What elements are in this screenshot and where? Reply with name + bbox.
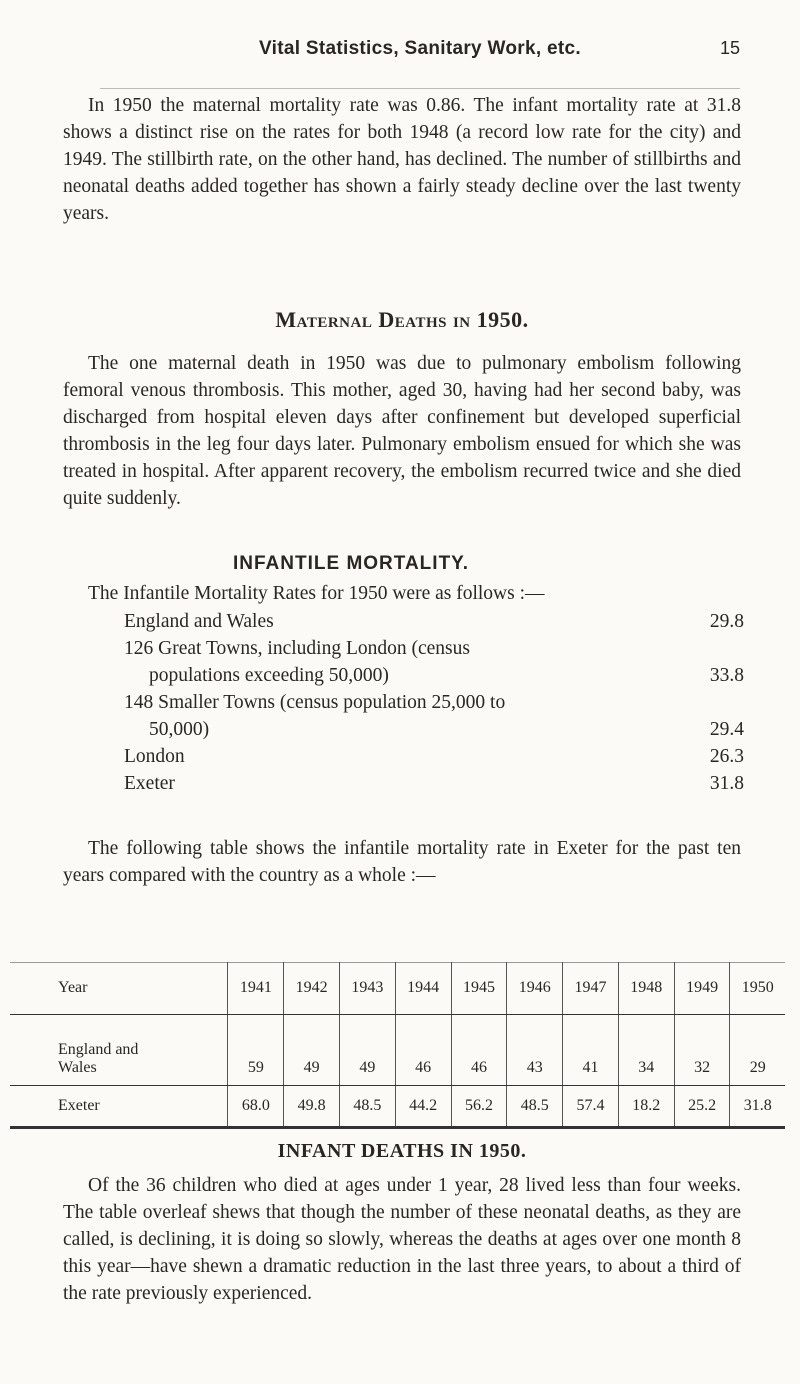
intro-paragraph: In 1950 the maternal mortality rate was 0.86. The infant mortality rate at 31.8 shows a distinct rise on the rates for both 1948 (a record low rate for the city) and 1949. The stillbirth rate, on the other hand, has declined. The number of stillbirths and neonatal deaths added together has shown a fairly steady decline over the last twenty years. xyxy=(63,95,741,224)
rate-label-cont: populations exceeding 50,000) xyxy=(149,665,389,686)
year-cell: 1947 xyxy=(563,962,619,1015)
value-cell: 32 xyxy=(674,1015,730,1086)
table-header-label: Year xyxy=(10,962,228,1015)
maternal-deaths-heading: Maternal Deaths in 1950. xyxy=(275,307,529,332)
running-title: Vital Statistics, Sanitary Work, etc. xyxy=(259,38,581,59)
row-label: Exeter xyxy=(10,1086,228,1128)
year-cell: 1944 xyxy=(395,962,451,1015)
rate-value: 29.4 xyxy=(709,719,744,740)
header-rule xyxy=(100,88,740,89)
infantile-rates-list xyxy=(124,608,744,797)
rate-row xyxy=(124,608,744,635)
page-number: 15 xyxy=(719,38,740,58)
rate-row xyxy=(124,770,744,797)
rate-label: 148 Smaller Towns (census population 25,000 to xyxy=(124,692,506,713)
year-cell: 1950 xyxy=(730,962,785,1015)
infantile-rates-intro: The Infantile Mortality Rates for 1950 were as follows :— xyxy=(88,583,545,604)
rate-value: 29.8 xyxy=(709,611,744,632)
maternal-deaths-paragraph: The one maternal death in 1950 was due to pulmonary embolism following femoral venous thrombosis. This mother, aged 30, having had her second baby, was discharged from hospital eleven days after confinement but developed superficial thrombosis in the leg four days later. Pulmonary embolism ensued for which she was treated in hospital. After apparent recovery, the embolism recurred twice and she died quite suddenly. xyxy=(63,353,741,509)
row-label xyxy=(10,1015,228,1086)
value-cell: 59 xyxy=(228,1015,284,1086)
rate-label: Exeter xyxy=(124,773,175,794)
value-cell: 49.8 xyxy=(284,1086,340,1128)
value-cell: 43 xyxy=(507,1015,563,1086)
year-cell: 1946 xyxy=(507,962,563,1015)
value-cell: 56.2 xyxy=(451,1086,507,1128)
year-cell: 1948 xyxy=(618,962,674,1015)
mortality-table xyxy=(10,962,785,1129)
value-cell: 46 xyxy=(451,1015,507,1086)
table-row xyxy=(10,1015,785,1086)
table-header-row xyxy=(10,962,785,1015)
infantile-mortality-heading: INFANTILE MORTALITY. xyxy=(233,553,470,574)
year-cell: 1941 xyxy=(228,962,284,1015)
running-header xyxy=(100,38,740,78)
value-cell: 41 xyxy=(563,1015,619,1086)
table-intro-paragraph: The following table shows the infantile mortality rate in Exeter for the past ten years compared with the country as a whole :— xyxy=(63,838,741,886)
value-cell: 29 xyxy=(730,1015,785,1086)
row-label-line1: England and xyxy=(58,1041,139,1058)
value-cell: 48.5 xyxy=(507,1086,563,1128)
rate-value: 31.8 xyxy=(709,773,744,794)
rate-label: London xyxy=(124,746,185,767)
value-cell: 48.5 xyxy=(340,1086,396,1128)
value-cell: 18.2 xyxy=(618,1086,674,1128)
value-cell: 57.4 xyxy=(563,1086,619,1128)
table-row xyxy=(10,1086,785,1128)
rate-label: England and Wales xyxy=(124,611,274,632)
rate-row xyxy=(124,743,744,770)
year-cell: 1945 xyxy=(451,962,507,1015)
value-cell: 34 xyxy=(618,1015,674,1086)
value-cell: 68.0 xyxy=(228,1086,284,1128)
rate-label: 126 Great Towns, including London (census xyxy=(124,638,470,659)
infant-deaths-heading: INFANT DEATHS IN 1950. xyxy=(277,1140,527,1162)
value-cell: 44.2 xyxy=(395,1086,451,1128)
value-cell: 25.2 xyxy=(674,1086,730,1128)
row-label-line2: Wales xyxy=(58,1059,97,1076)
year-cell: 1942 xyxy=(284,962,340,1015)
value-cell: 31.8 xyxy=(730,1086,785,1128)
value-cell: 49 xyxy=(284,1015,340,1086)
value-cell: 49 xyxy=(340,1015,396,1086)
infant-deaths-paragraph: Of the 36 children who died at ages under 1 year, 28 lived less than four weeks. The table overleaf shews that though the number of these neonatal deaths, as they are called, is declining, it is doing so slowly, whereas the deaths at ages over one month 8 this year—have shewn a dramatic reduction in the last three years, to about a third of the rate previously experienced. xyxy=(63,1175,741,1304)
rate-value: 26.3 xyxy=(709,746,744,767)
rate-label-cont: 50,000) xyxy=(149,719,210,740)
year-cell: 1949 xyxy=(674,962,730,1015)
year-cell: 1943 xyxy=(340,962,396,1015)
rate-row xyxy=(124,635,744,689)
value-cell: 46 xyxy=(395,1015,451,1086)
rate-value: 33.8 xyxy=(709,665,744,686)
rate-row xyxy=(124,689,744,743)
